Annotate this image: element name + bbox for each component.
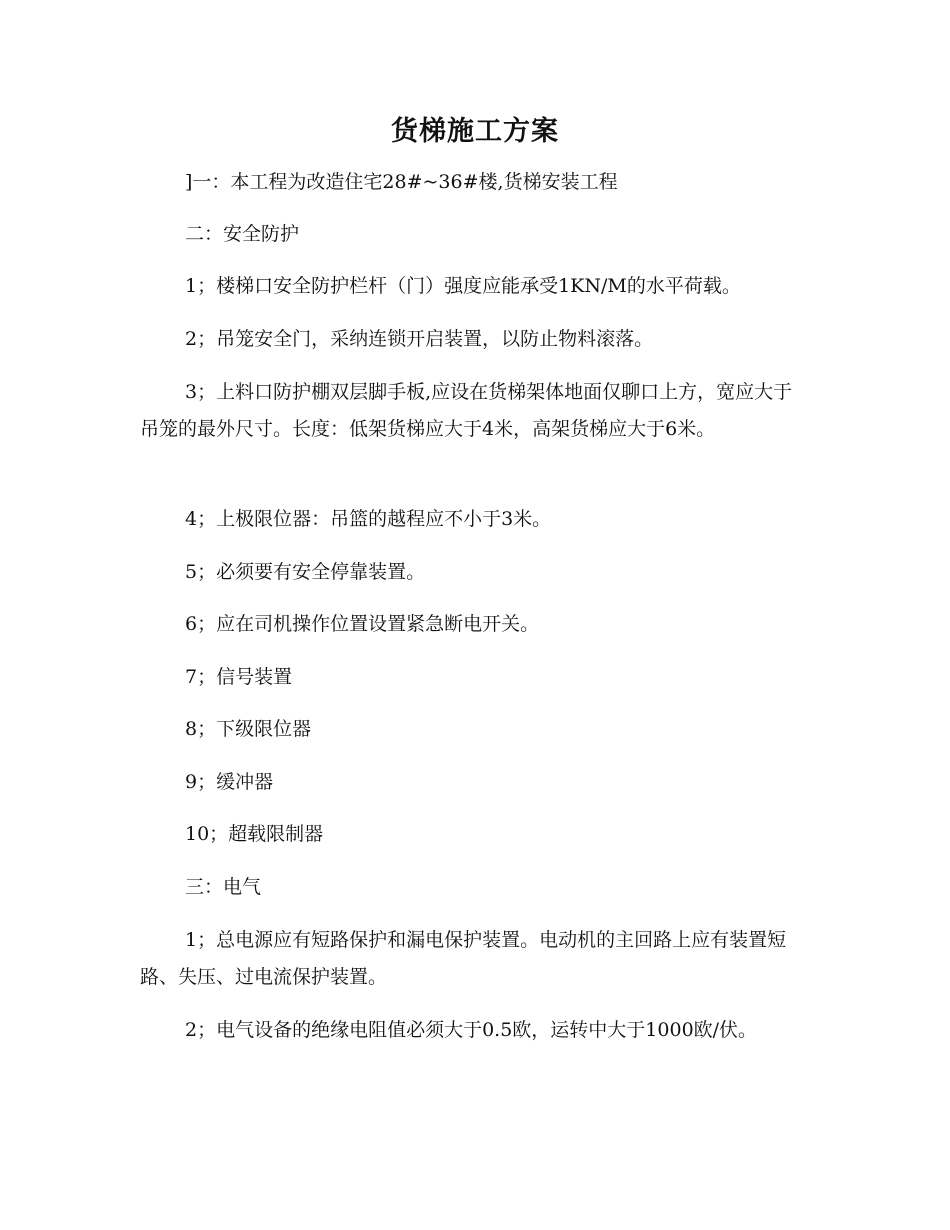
- paragraph-safety-5: 5；必须要有安全停靠装置。: [185, 561, 426, 583]
- paragraph-safety-3: 3；上料口防护棚双层脚手板,应设在货梯架体地面仅聊口上方，宽应大于吊笼的最外尺寸。长度：低架货梯应大于4米，高架货梯应大于6米。: [140, 381, 793, 440]
- paragraph-safety-1: 1；楼梯口安全防护栏杆（门）强度应能承受1KN/M的水平荷载。: [185, 275, 741, 297]
- paragraph-safety-6: 6；应在司机操作位置设置紧急断电开关。: [185, 613, 540, 635]
- paragraph-safety-4: 4；上极限位器：吊篮的越程应不小于3米。: [185, 508, 552, 530]
- paragraph-project-intro: ]一：本工程为改造住宅28#~36#楼,货梯安装工程: [185, 171, 618, 193]
- paragraph-safety-7: 7；信号装置: [185, 666, 293, 688]
- section-heading-safety: 二：安全防护: [185, 223, 300, 245]
- paragraph-safety-9: 9；缓冲器: [185, 771, 274, 793]
- paragraph-safety-8: 8；下级限位器: [185, 718, 312, 740]
- section-heading-electrical: 三：电气: [185, 876, 262, 898]
- document-title: 货梯施工方案: [391, 116, 559, 147]
- paragraph-safety-2: 2；吊笼安全门，采纳连锁开启装置，以防止物料滚落。: [185, 328, 654, 350]
- paragraph-safety-10: 10；超载限制器: [185, 823, 324, 845]
- paragraph-electrical-2: 2；电气设备的绝缘电阻值必须大于0.5欧，运转中大于1000欧/伏。: [185, 1019, 758, 1041]
- paragraph-electrical-1: 1；总电源应有短路保护和漏电保护装置。电动机的主回路上应有装置短路、失压、过电流保护装置。: [140, 929, 787, 988]
